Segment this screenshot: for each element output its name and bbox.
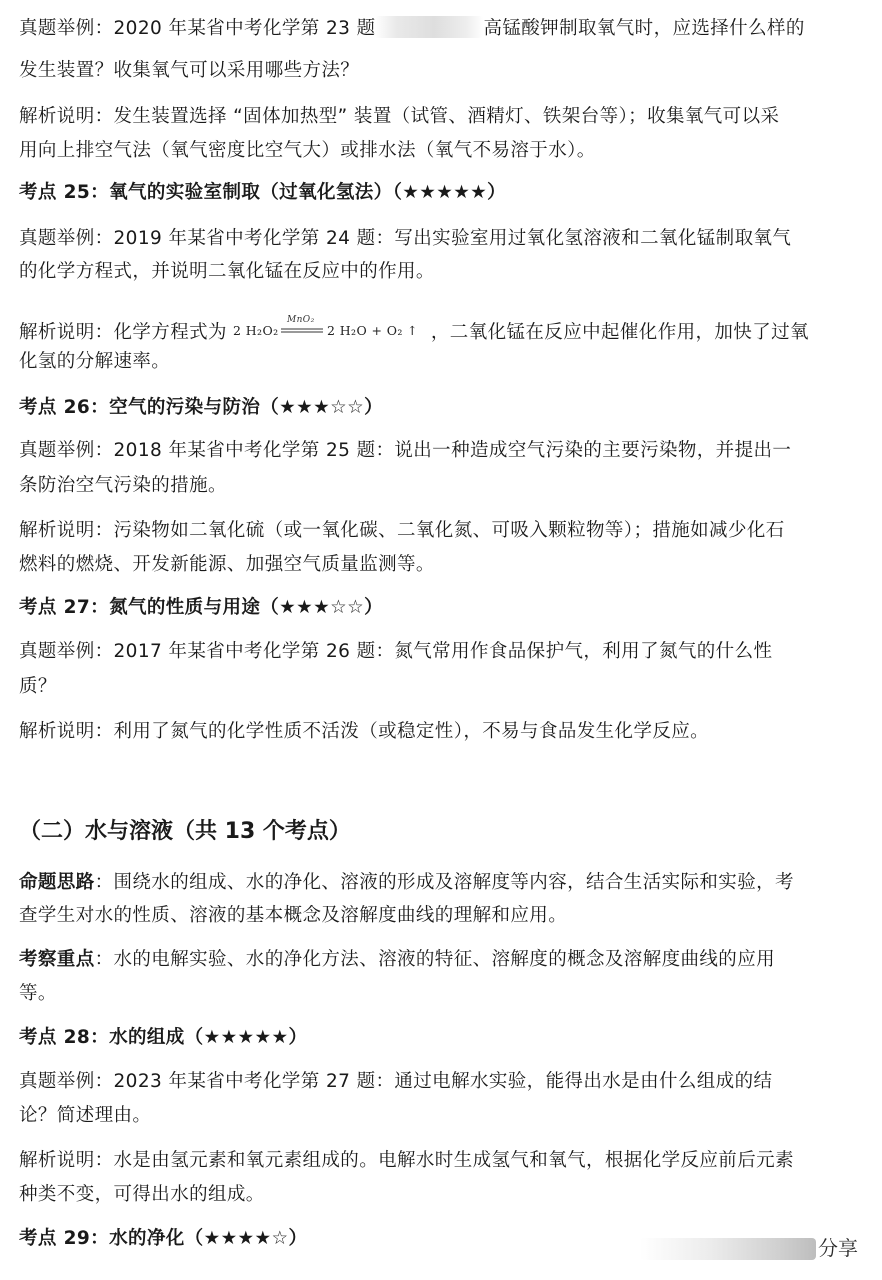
question-line: 真题举例：2018 年某省中考化学第 25 题：说出一种造成空气污染的主要污染物，并提出一	[19, 440, 792, 461]
analysis-line: 解析说明：发生装置选择 “固体加热型” 装置（试管、酒精灯、铁架台等）；收集氧气可以采	[19, 106, 780, 127]
question-line: 真题举例：2019 年某省中考化学第 24 题：写出实验室用过氧化氢溶液和二氧化锰制取氧气	[19, 228, 792, 249]
topic-heading-27: 考点 27：氮气的性质与用途（★★★☆☆）	[19, 597, 384, 618]
question-line: 真题举例：2023 年某省中考化学第 27 题：通过电解水实验，能得出水是由什么组成的结	[19, 1071, 773, 1092]
analysis-line: 种类不变，可得出水的组成。	[19, 1184, 265, 1205]
share-watermark: 分享	[818, 1236, 858, 1260]
text-segment: ：围绕水的组成、水的净化、溶液的形成及溶解度等内容，结合生活实际和实验，考	[94, 872, 794, 893]
intent-label: 命题思路	[19, 872, 95, 893]
focus-line	[19, 946, 775, 974]
section-title: （二）水与溶液（共 13 个考点）	[19, 819, 351, 844]
topic-heading-28: 考点 28：水的组成（★★★★★）	[19, 1027, 308, 1048]
blurred-region	[375, 16, 483, 38]
question-line: 论？简述理由。	[19, 1105, 152, 1126]
topic-heading-25: 考点 25：氧气的实验室制取（过氧化氢法）（★★★★★）	[19, 182, 507, 203]
focus-label: 考察重点	[19, 949, 95, 970]
chemical-equation	[231, 314, 427, 340]
analysis-line: 解析说明：水是由氢元素和氧元素组成的。电解水时生成氢气和氧气，根据化学反应前后元素	[19, 1150, 794, 1171]
equation-products: 2 H₂O + O₂ ↑	[326, 323, 418, 338]
text-segment: ：水的电解实验、水的净化方法、溶液的特征、溶解度的概念及溶解度曲线的应用	[94, 949, 776, 970]
analysis-line: 解析说明：利用了氮气的化学性质不活泼（或稳定性），不易与食品发生化学反应。	[19, 721, 710, 742]
topic-heading-26: 考点 26：空气的污染与防治（★★★☆☆）	[19, 397, 384, 418]
analysis-line: 燃料的燃烧、开发新能源、加强空气质量监测等。	[19, 554, 435, 575]
question-line: 的化学方程式，并说明二氧化锰在反应中的作用。	[19, 261, 435, 282]
text-segment: 真题举例：2020 年某省中考化学第 23 题	[19, 18, 376, 39]
focus-line: 等。	[19, 983, 57, 1004]
intent-line: 查学生对水的性质、溶液的基本概念及溶解度曲线的理解和应用。	[19, 905, 568, 926]
topic-heading-29: 考点 29：水的净化（★★★★☆）	[19, 1228, 308, 1249]
text-segment: 高锰酸钾制取氧气时，应选择什么样的	[483, 18, 805, 39]
analysis-line	[19, 314, 809, 347]
analysis-line: 化氢的分解速率。	[19, 351, 171, 372]
intent-line	[19, 869, 794, 897]
question-line: 发生装置？收集氧气可以采用哪些方法？	[19, 60, 360, 81]
question-line: 条防治空气污染的措施。	[19, 475, 227, 496]
text-segment: 解析说明：化学方程式为	[19, 322, 227, 343]
equation-catalyst: MnO₂	[286, 315, 315, 325]
text-segment: ，二氧化锰在反应中起催化作用，加快了过氧	[430, 322, 809, 343]
watermark-blur	[640, 1238, 816, 1260]
question-line	[19, 15, 805, 43]
analysis-line: 解析说明：污染物如二氧化硫（或一氧化碳、二氧化氮、可吸入颗粒物等）；措施如减少化石	[19, 520, 785, 541]
equation-reactant: 2 H₂O₂	[232, 323, 279, 338]
analysis-line: 用向上排空气法（氧气密度比空气大）或排水法（氧气不易溶于水）。	[19, 140, 596, 161]
question-line: 质？	[19, 676, 57, 697]
question-line: 真题举例：2017 年某省中考化学第 26 题：氮气常用作食品保护气，利用了氮气的什么性	[19, 641, 773, 662]
